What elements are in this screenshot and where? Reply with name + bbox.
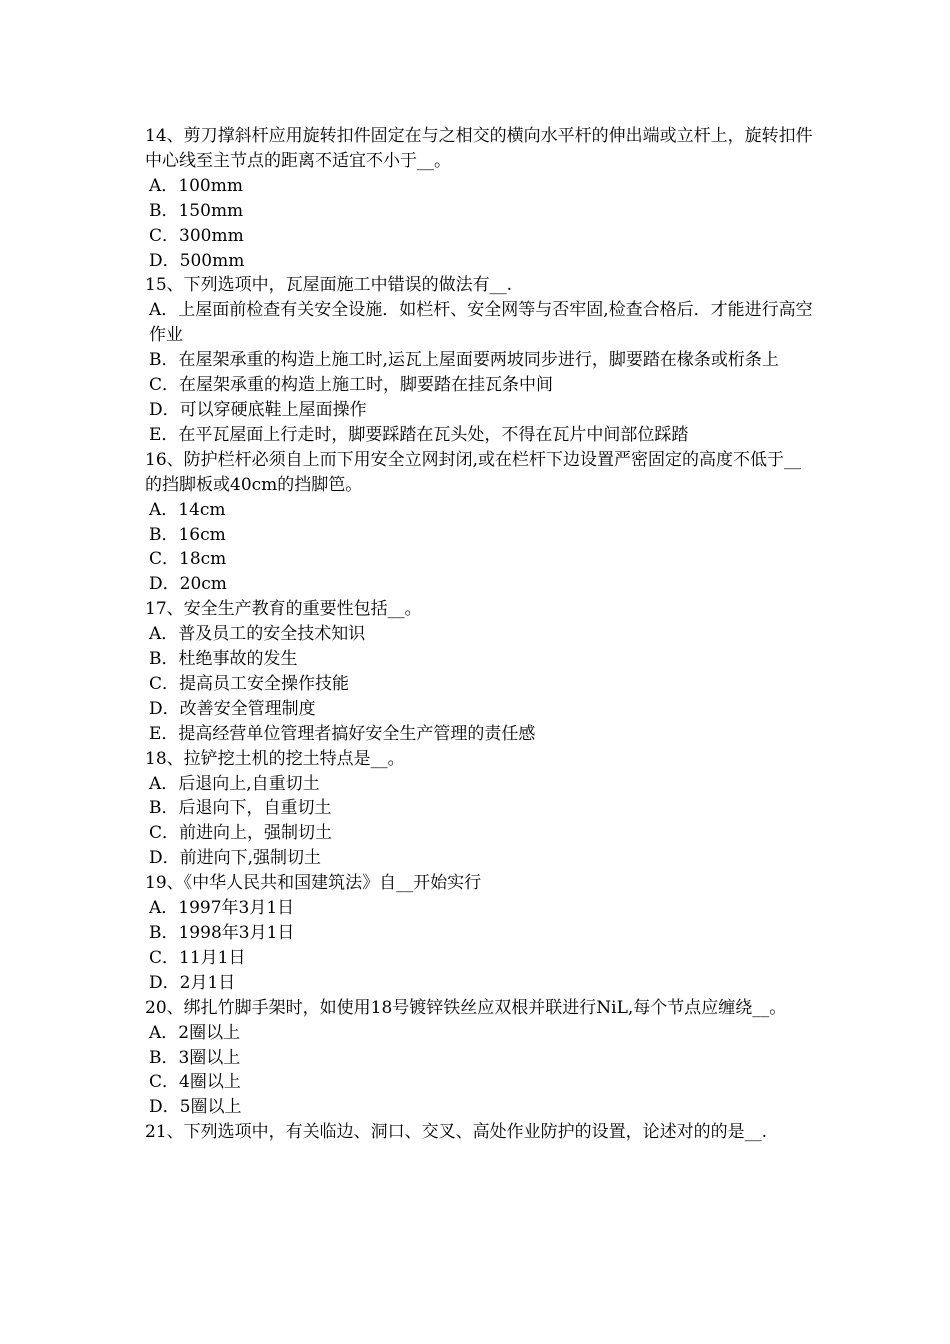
answer-option: C．前进向上，强制切土 <box>149 823 333 844</box>
answer-option: E．在平瓦屋面上行走时，脚要踩踏在瓦头处，不得在瓦片中间部位踩踏 <box>149 424 689 445</box>
answer-option: A．普及员工的安全技术知识 <box>149 624 366 645</box>
answer-option: D．5圈以上 <box>149 1097 242 1118</box>
answer-option: A．2圈以上 <box>149 1022 241 1043</box>
answer-option: D．20cm <box>149 574 227 595</box>
question-stem: 17、安全生产教育的重要性包括__。 <box>145 599 422 620</box>
answer-option: E．提高经营单位管理者搞好安全生产管理的责任感 <box>149 723 536 744</box>
answer-option: C．提高员工安全操作技能 <box>149 673 350 694</box>
answer-option: A．14cm <box>149 499 226 520</box>
question-stem: 19、《中华人民共和国建筑法》自__开始实行 <box>145 873 482 894</box>
answer-option: D．可以穿硬底鞋上屋面操作 <box>149 399 367 420</box>
answer-option: C．300mm <box>149 225 244 246</box>
answer-option: B．后退向下，自重切土 <box>149 798 332 819</box>
answer-option: A．后退向上,自重切土 <box>149 773 320 794</box>
answer-option: A．100mm <box>149 175 243 196</box>
answer-option: D．2月1日 <box>149 972 236 993</box>
question-stem: 15、下列选项中，瓦屋面施工中错误的做法有__. <box>145 275 513 296</box>
question-list <box>145 124 815 1145</box>
answer-option: B．3圈以上 <box>149 1047 241 1068</box>
answer-option: B．1998年3月1日 <box>149 923 295 943</box>
answer-option: A．上屋面前检查有关安全设施．如栏杆、安全网等与否牢固,检查合格后．才能进行高空作业 <box>149 300 813 346</box>
answer-option: C．11月1日 <box>149 947 246 968</box>
answer-option: B．在屋架承重的构造上施工时,运瓦上屋面要两坡同步进行，脚要踏在椽条或桁条上 <box>149 350 779 371</box>
answer-option: A．1997年3月1日 <box>149 898 295 919</box>
answer-option: C．在屋架承重的构造上施工时，脚要踏在挂瓦条中间 <box>149 375 554 396</box>
question-stem: 14、剪刀撑斜杆应用旋转扣件固定在与之相交的横向水平杆的伸出端或立杆上，旋转扣件中心线至主节点的距离不适宜不小于__。 <box>145 126 813 171</box>
question-stem: 16、防护栏杆必须自上而下用安全立网封闭,或在栏杆下边设置严密固定的高度不低于__的挡脚板或40cm的挡脚笆。 <box>145 449 802 495</box>
answer-option: B．杜绝事故的发生 <box>149 649 298 670</box>
answer-option: D．500mm <box>149 250 245 271</box>
answer-option: C．4圈以上 <box>149 1072 241 1093</box>
answer-option: B．150mm <box>149 200 244 221</box>
question-stem: 21、下列选项中，有关临边、洞口、交叉、高处作业防护的设置，论述对的的是__. <box>145 1122 768 1143</box>
question-stem: 20、绑扎竹脚手架时，如使用18号镀锌铁丝应双根并联进行NiL,每个节点应缠绕__。 <box>145 997 787 1018</box>
answer-option: D．前进向下,强制切土 <box>149 848 322 869</box>
answer-option: D．改善安全管理制度 <box>149 698 316 719</box>
answer-option: C．18cm <box>149 549 227 570</box>
question-stem: 18、拉铲挖土机的挖土特点是__。 <box>145 748 405 769</box>
answer-option: B．16cm <box>149 524 226 545</box>
